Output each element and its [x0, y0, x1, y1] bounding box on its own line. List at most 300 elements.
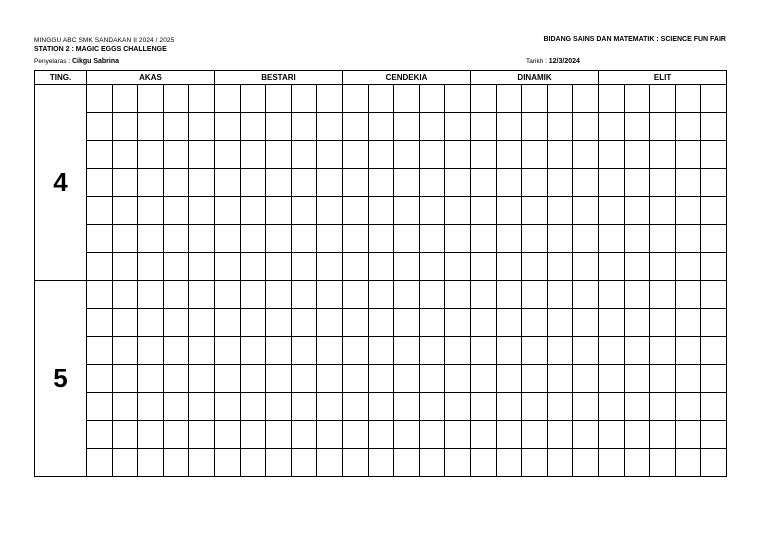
- score-cell[interactable]: [112, 253, 138, 281]
- score-cell[interactable]: [394, 197, 420, 225]
- score-cell[interactable]: [317, 421, 343, 449]
- score-cell[interactable]: [522, 225, 548, 253]
- score-cell[interactable]: [573, 421, 599, 449]
- score-cell[interactable]: [343, 169, 369, 197]
- score-cell[interactable]: [547, 85, 573, 113]
- score-cell[interactable]: [573, 393, 599, 421]
- score-cell[interactable]: [343, 141, 369, 169]
- score-cell[interactable]: [419, 169, 445, 197]
- score-cell[interactable]: [112, 337, 138, 365]
- score-cell[interactable]: [599, 337, 625, 365]
- score-cell[interactable]: [368, 225, 394, 253]
- score-cell[interactable]: [240, 449, 266, 477]
- score-cell[interactable]: [87, 169, 113, 197]
- score-cell[interactable]: [701, 393, 727, 421]
- score-cell[interactable]: [87, 393, 113, 421]
- score-cell[interactable]: [343, 337, 369, 365]
- score-cell[interactable]: [624, 281, 650, 309]
- score-cell[interactable]: [496, 253, 522, 281]
- score-cell[interactable]: [624, 449, 650, 477]
- score-cell[interactable]: [599, 169, 625, 197]
- score-cell[interactable]: [163, 449, 189, 477]
- score-cell[interactable]: [266, 197, 292, 225]
- score-cell[interactable]: [522, 449, 548, 477]
- score-cell[interactable]: [419, 393, 445, 421]
- score-cell[interactable]: [675, 85, 701, 113]
- score-cell[interactable]: [266, 141, 292, 169]
- score-cell[interactable]: [701, 365, 727, 393]
- score-cell[interactable]: [547, 449, 573, 477]
- score-cell[interactable]: [138, 309, 164, 337]
- score-cell[interactable]: [112, 421, 138, 449]
- score-cell[interactable]: [138, 225, 164, 253]
- score-cell[interactable]: [650, 113, 676, 141]
- score-cell[interactable]: [445, 421, 471, 449]
- score-cell[interactable]: [317, 225, 343, 253]
- score-cell[interactable]: [445, 449, 471, 477]
- score-cell[interactable]: [573, 113, 599, 141]
- score-cell[interactable]: [112, 141, 138, 169]
- score-cell[interactable]: [624, 197, 650, 225]
- score-cell[interactable]: [394, 337, 420, 365]
- score-cell[interactable]: [163, 365, 189, 393]
- score-cell[interactable]: [522, 309, 548, 337]
- score-cell[interactable]: [701, 421, 727, 449]
- score-cell[interactable]: [471, 337, 497, 365]
- score-cell[interactable]: [214, 141, 240, 169]
- score-cell[interactable]: [471, 169, 497, 197]
- score-cell[interactable]: [624, 365, 650, 393]
- score-cell[interactable]: [240, 225, 266, 253]
- score-cell[interactable]: [368, 337, 394, 365]
- score-cell[interactable]: [445, 85, 471, 113]
- score-cell[interactable]: [471, 449, 497, 477]
- score-cell[interactable]: [189, 393, 215, 421]
- score-cell[interactable]: [87, 309, 113, 337]
- score-cell[interactable]: [624, 253, 650, 281]
- score-cell[interactable]: [266, 281, 292, 309]
- score-cell[interactable]: [189, 113, 215, 141]
- score-cell[interactable]: [445, 309, 471, 337]
- score-cell[interactable]: [675, 337, 701, 365]
- score-cell[interactable]: [650, 253, 676, 281]
- score-cell[interactable]: [394, 309, 420, 337]
- score-cell[interactable]: [87, 281, 113, 309]
- score-cell[interactable]: [650, 281, 676, 309]
- score-cell[interactable]: [368, 365, 394, 393]
- score-cell[interactable]: [368, 449, 394, 477]
- score-cell[interactable]: [343, 365, 369, 393]
- score-cell[interactable]: [112, 85, 138, 113]
- score-cell[interactable]: [496, 337, 522, 365]
- score-cell[interactable]: [675, 113, 701, 141]
- score-cell[interactable]: [701, 337, 727, 365]
- score-cell[interactable]: [343, 113, 369, 141]
- score-cell[interactable]: [317, 337, 343, 365]
- score-cell[interactable]: [471, 365, 497, 393]
- score-cell[interactable]: [189, 85, 215, 113]
- score-cell[interactable]: [675, 421, 701, 449]
- score-cell[interactable]: [394, 85, 420, 113]
- score-cell[interactable]: [394, 225, 420, 253]
- score-cell[interactable]: [419, 225, 445, 253]
- score-cell[interactable]: [138, 169, 164, 197]
- score-cell[interactable]: [240, 169, 266, 197]
- score-cell[interactable]: [419, 253, 445, 281]
- score-cell[interactable]: [471, 393, 497, 421]
- score-cell[interactable]: [650, 85, 676, 113]
- score-cell[interactable]: [291, 281, 317, 309]
- score-cell[interactable]: [573, 309, 599, 337]
- score-cell[interactable]: [419, 421, 445, 449]
- score-cell[interactable]: [163, 281, 189, 309]
- score-cell[interactable]: [368, 309, 394, 337]
- score-cell[interactable]: [547, 421, 573, 449]
- score-cell[interactable]: [701, 197, 727, 225]
- score-cell[interactable]: [138, 421, 164, 449]
- score-cell[interactable]: [573, 337, 599, 365]
- score-cell[interactable]: [343, 309, 369, 337]
- score-cell[interactable]: [522, 421, 548, 449]
- score-cell[interactable]: [471, 253, 497, 281]
- score-cell[interactable]: [394, 421, 420, 449]
- score-cell[interactable]: [522, 197, 548, 225]
- score-cell[interactable]: [394, 113, 420, 141]
- score-cell[interactable]: [343, 281, 369, 309]
- score-cell[interactable]: [650, 197, 676, 225]
- score-cell[interactable]: [650, 393, 676, 421]
- score-cell[interactable]: [675, 449, 701, 477]
- score-cell[interactable]: [573, 253, 599, 281]
- score-cell[interactable]: [291, 169, 317, 197]
- score-cell[interactable]: [522, 85, 548, 113]
- score-cell[interactable]: [496, 85, 522, 113]
- score-cell[interactable]: [599, 421, 625, 449]
- score-cell[interactable]: [496, 393, 522, 421]
- score-cell[interactable]: [240, 281, 266, 309]
- score-cell[interactable]: [240, 141, 266, 169]
- score-cell[interactable]: [547, 337, 573, 365]
- score-cell[interactable]: [112, 225, 138, 253]
- score-cell[interactable]: [547, 197, 573, 225]
- score-cell[interactable]: [675, 365, 701, 393]
- score-cell[interactable]: [138, 449, 164, 477]
- score-cell[interactable]: [240, 393, 266, 421]
- score-cell[interactable]: [419, 85, 445, 113]
- score-cell[interactable]: [138, 197, 164, 225]
- score-cell[interactable]: [317, 393, 343, 421]
- score-cell[interactable]: [317, 169, 343, 197]
- score-cell[interactable]: [291, 337, 317, 365]
- score-cell[interactable]: [214, 253, 240, 281]
- score-cell[interactable]: [291, 113, 317, 141]
- score-cell[interactable]: [87, 85, 113, 113]
- score-cell[interactable]: [522, 253, 548, 281]
- score-cell[interactable]: [522, 113, 548, 141]
- score-cell[interactable]: [291, 141, 317, 169]
- score-cell[interactable]: [163, 113, 189, 141]
- score-cell[interactable]: [445, 253, 471, 281]
- score-cell[interactable]: [471, 225, 497, 253]
- score-cell[interactable]: [368, 197, 394, 225]
- score-cell[interactable]: [394, 365, 420, 393]
- score-cell[interactable]: [624, 113, 650, 141]
- score-cell[interactable]: [496, 449, 522, 477]
- score-cell[interactable]: [496, 365, 522, 393]
- score-cell[interactable]: [368, 421, 394, 449]
- score-cell[interactable]: [650, 449, 676, 477]
- score-cell[interactable]: [573, 225, 599, 253]
- score-cell[interactable]: [547, 309, 573, 337]
- score-cell[interactable]: [675, 281, 701, 309]
- score-cell[interactable]: [419, 449, 445, 477]
- score-cell[interactable]: [87, 449, 113, 477]
- score-cell[interactable]: [240, 197, 266, 225]
- score-cell[interactable]: [343, 197, 369, 225]
- score-cell[interactable]: [112, 169, 138, 197]
- score-cell[interactable]: [87, 141, 113, 169]
- score-cell[interactable]: [317, 113, 343, 141]
- score-cell[interactable]: [394, 253, 420, 281]
- score-cell[interactable]: [291, 85, 317, 113]
- score-cell[interactable]: [445, 141, 471, 169]
- score-cell[interactable]: [189, 225, 215, 253]
- score-cell[interactable]: [189, 141, 215, 169]
- score-cell[interactable]: [496, 197, 522, 225]
- score-cell[interactable]: [650, 337, 676, 365]
- score-cell[interactable]: [701, 309, 727, 337]
- score-cell[interactable]: [138, 281, 164, 309]
- score-cell[interactable]: [701, 85, 727, 113]
- score-cell[interactable]: [343, 225, 369, 253]
- score-cell[interactable]: [214, 85, 240, 113]
- score-cell[interactable]: [240, 421, 266, 449]
- score-cell[interactable]: [650, 141, 676, 169]
- score-cell[interactable]: [163, 337, 189, 365]
- score-cell[interactable]: [547, 393, 573, 421]
- score-cell[interactable]: [87, 253, 113, 281]
- score-cell[interactable]: [445, 365, 471, 393]
- score-cell[interactable]: [189, 421, 215, 449]
- score-cell[interactable]: [419, 197, 445, 225]
- score-cell[interactable]: [547, 113, 573, 141]
- score-cell[interactable]: [650, 169, 676, 197]
- score-cell[interactable]: [368, 85, 394, 113]
- score-cell[interactable]: [240, 253, 266, 281]
- score-cell[interactable]: [496, 281, 522, 309]
- score-cell[interactable]: [214, 337, 240, 365]
- score-cell[interactable]: [701, 169, 727, 197]
- score-cell[interactable]: [112, 113, 138, 141]
- score-cell[interactable]: [419, 365, 445, 393]
- score-cell[interactable]: [138, 253, 164, 281]
- score-cell[interactable]: [317, 365, 343, 393]
- score-cell[interactable]: [522, 169, 548, 197]
- score-cell[interactable]: [368, 281, 394, 309]
- score-cell[interactable]: [317, 253, 343, 281]
- score-cell[interactable]: [496, 141, 522, 169]
- score-cell[interactable]: [522, 337, 548, 365]
- score-cell[interactable]: [317, 449, 343, 477]
- score-cell[interactable]: [291, 253, 317, 281]
- score-cell[interactable]: [624, 141, 650, 169]
- score-cell[interactable]: [522, 393, 548, 421]
- score-cell[interactable]: [291, 393, 317, 421]
- score-cell[interactable]: [675, 169, 701, 197]
- score-cell[interactable]: [343, 393, 369, 421]
- score-cell[interactable]: [163, 141, 189, 169]
- score-cell[interactable]: [701, 449, 727, 477]
- score-cell[interactable]: [240, 85, 266, 113]
- score-cell[interactable]: [599, 141, 625, 169]
- score-cell[interactable]: [240, 113, 266, 141]
- score-cell[interactable]: [266, 393, 292, 421]
- score-cell[interactable]: [624, 393, 650, 421]
- score-cell[interactable]: [419, 337, 445, 365]
- score-cell[interactable]: [368, 141, 394, 169]
- score-cell[interactable]: [163, 253, 189, 281]
- score-cell[interactable]: [496, 169, 522, 197]
- score-cell[interactable]: [368, 113, 394, 141]
- score-cell[interactable]: [573, 169, 599, 197]
- score-cell[interactable]: [650, 421, 676, 449]
- score-cell[interactable]: [189, 449, 215, 477]
- score-cell[interactable]: [291, 309, 317, 337]
- score-cell[interactable]: [394, 169, 420, 197]
- score-cell[interactable]: [138, 365, 164, 393]
- score-cell[interactable]: [496, 225, 522, 253]
- score-cell[interactable]: [624, 85, 650, 113]
- score-cell[interactable]: [599, 225, 625, 253]
- score-cell[interactable]: [445, 393, 471, 421]
- score-cell[interactable]: [599, 365, 625, 393]
- score-cell[interactable]: [368, 169, 394, 197]
- score-cell[interactable]: [266, 337, 292, 365]
- score-cell[interactable]: [214, 421, 240, 449]
- score-cell[interactable]: [496, 421, 522, 449]
- score-cell[interactable]: [138, 337, 164, 365]
- score-cell[interactable]: [624, 337, 650, 365]
- score-cell[interactable]: [522, 281, 548, 309]
- score-cell[interactable]: [189, 281, 215, 309]
- score-cell[interactable]: [701, 225, 727, 253]
- score-cell[interactable]: [163, 309, 189, 337]
- score-cell[interactable]: [599, 197, 625, 225]
- score-cell[interactable]: [471, 421, 497, 449]
- score-cell[interactable]: [112, 309, 138, 337]
- score-cell[interactable]: [624, 421, 650, 449]
- score-cell[interactable]: [624, 225, 650, 253]
- score-cell[interactable]: [573, 197, 599, 225]
- score-cell[interactable]: [214, 169, 240, 197]
- score-cell[interactable]: [471, 309, 497, 337]
- score-cell[interactable]: [368, 393, 394, 421]
- score-cell[interactable]: [599, 113, 625, 141]
- score-cell[interactable]: [266, 365, 292, 393]
- score-cell[interactable]: [445, 337, 471, 365]
- score-cell[interactable]: [394, 393, 420, 421]
- score-cell[interactable]: [343, 85, 369, 113]
- score-cell[interactable]: [573, 365, 599, 393]
- score-cell[interactable]: [317, 281, 343, 309]
- score-cell[interactable]: [496, 309, 522, 337]
- score-cell[interactable]: [87, 337, 113, 365]
- score-cell[interactable]: [266, 253, 292, 281]
- score-cell[interactable]: [547, 365, 573, 393]
- score-cell[interactable]: [701, 281, 727, 309]
- score-cell[interactable]: [599, 281, 625, 309]
- score-cell[interactable]: [138, 393, 164, 421]
- score-cell[interactable]: [650, 225, 676, 253]
- score-cell[interactable]: [599, 85, 625, 113]
- score-cell[interactable]: [573, 281, 599, 309]
- score-cell[interactable]: [445, 197, 471, 225]
- score-cell[interactable]: [112, 365, 138, 393]
- score-cell[interactable]: [547, 169, 573, 197]
- score-cell[interactable]: [394, 449, 420, 477]
- score-cell[interactable]: [317, 197, 343, 225]
- score-cell[interactable]: [419, 309, 445, 337]
- score-cell[interactable]: [675, 393, 701, 421]
- score-cell[interactable]: [394, 281, 420, 309]
- score-cell[interactable]: [112, 449, 138, 477]
- score-cell[interactable]: [471, 281, 497, 309]
- score-cell[interactable]: [317, 309, 343, 337]
- score-cell[interactable]: [368, 253, 394, 281]
- score-cell[interactable]: [343, 253, 369, 281]
- score-cell[interactable]: [214, 281, 240, 309]
- score-cell[interactable]: [343, 421, 369, 449]
- score-cell[interactable]: [419, 141, 445, 169]
- score-cell[interactable]: [471, 85, 497, 113]
- score-cell[interactable]: [189, 169, 215, 197]
- score-cell[interactable]: [445, 169, 471, 197]
- score-cell[interactable]: [214, 365, 240, 393]
- score-cell[interactable]: [471, 141, 497, 169]
- score-cell[interactable]: [599, 393, 625, 421]
- score-cell[interactable]: [87, 365, 113, 393]
- score-cell[interactable]: [547, 253, 573, 281]
- score-cell[interactable]: [266, 85, 292, 113]
- score-cell[interactable]: [112, 281, 138, 309]
- score-cell[interactable]: [471, 197, 497, 225]
- score-cell[interactable]: [266, 421, 292, 449]
- score-cell[interactable]: [240, 337, 266, 365]
- score-cell[interactable]: [214, 113, 240, 141]
- score-cell[interactable]: [522, 365, 548, 393]
- score-cell[interactable]: [87, 197, 113, 225]
- score-cell[interactable]: [163, 85, 189, 113]
- score-cell[interactable]: [138, 85, 164, 113]
- score-cell[interactable]: [266, 225, 292, 253]
- score-cell[interactable]: [599, 253, 625, 281]
- score-cell[interactable]: [701, 113, 727, 141]
- score-cell[interactable]: [624, 169, 650, 197]
- score-cell[interactable]: [650, 309, 676, 337]
- score-cell[interactable]: [291, 225, 317, 253]
- score-cell[interactable]: [496, 113, 522, 141]
- score-cell[interactable]: [445, 113, 471, 141]
- score-cell[interactable]: [189, 253, 215, 281]
- score-cell[interactable]: [317, 85, 343, 113]
- score-cell[interactable]: [650, 365, 676, 393]
- score-cell[interactable]: [599, 449, 625, 477]
- score-cell[interactable]: [163, 169, 189, 197]
- score-cell[interactable]: [573, 141, 599, 169]
- score-cell[interactable]: [291, 449, 317, 477]
- score-cell[interactable]: [266, 449, 292, 477]
- score-cell[interactable]: [189, 197, 215, 225]
